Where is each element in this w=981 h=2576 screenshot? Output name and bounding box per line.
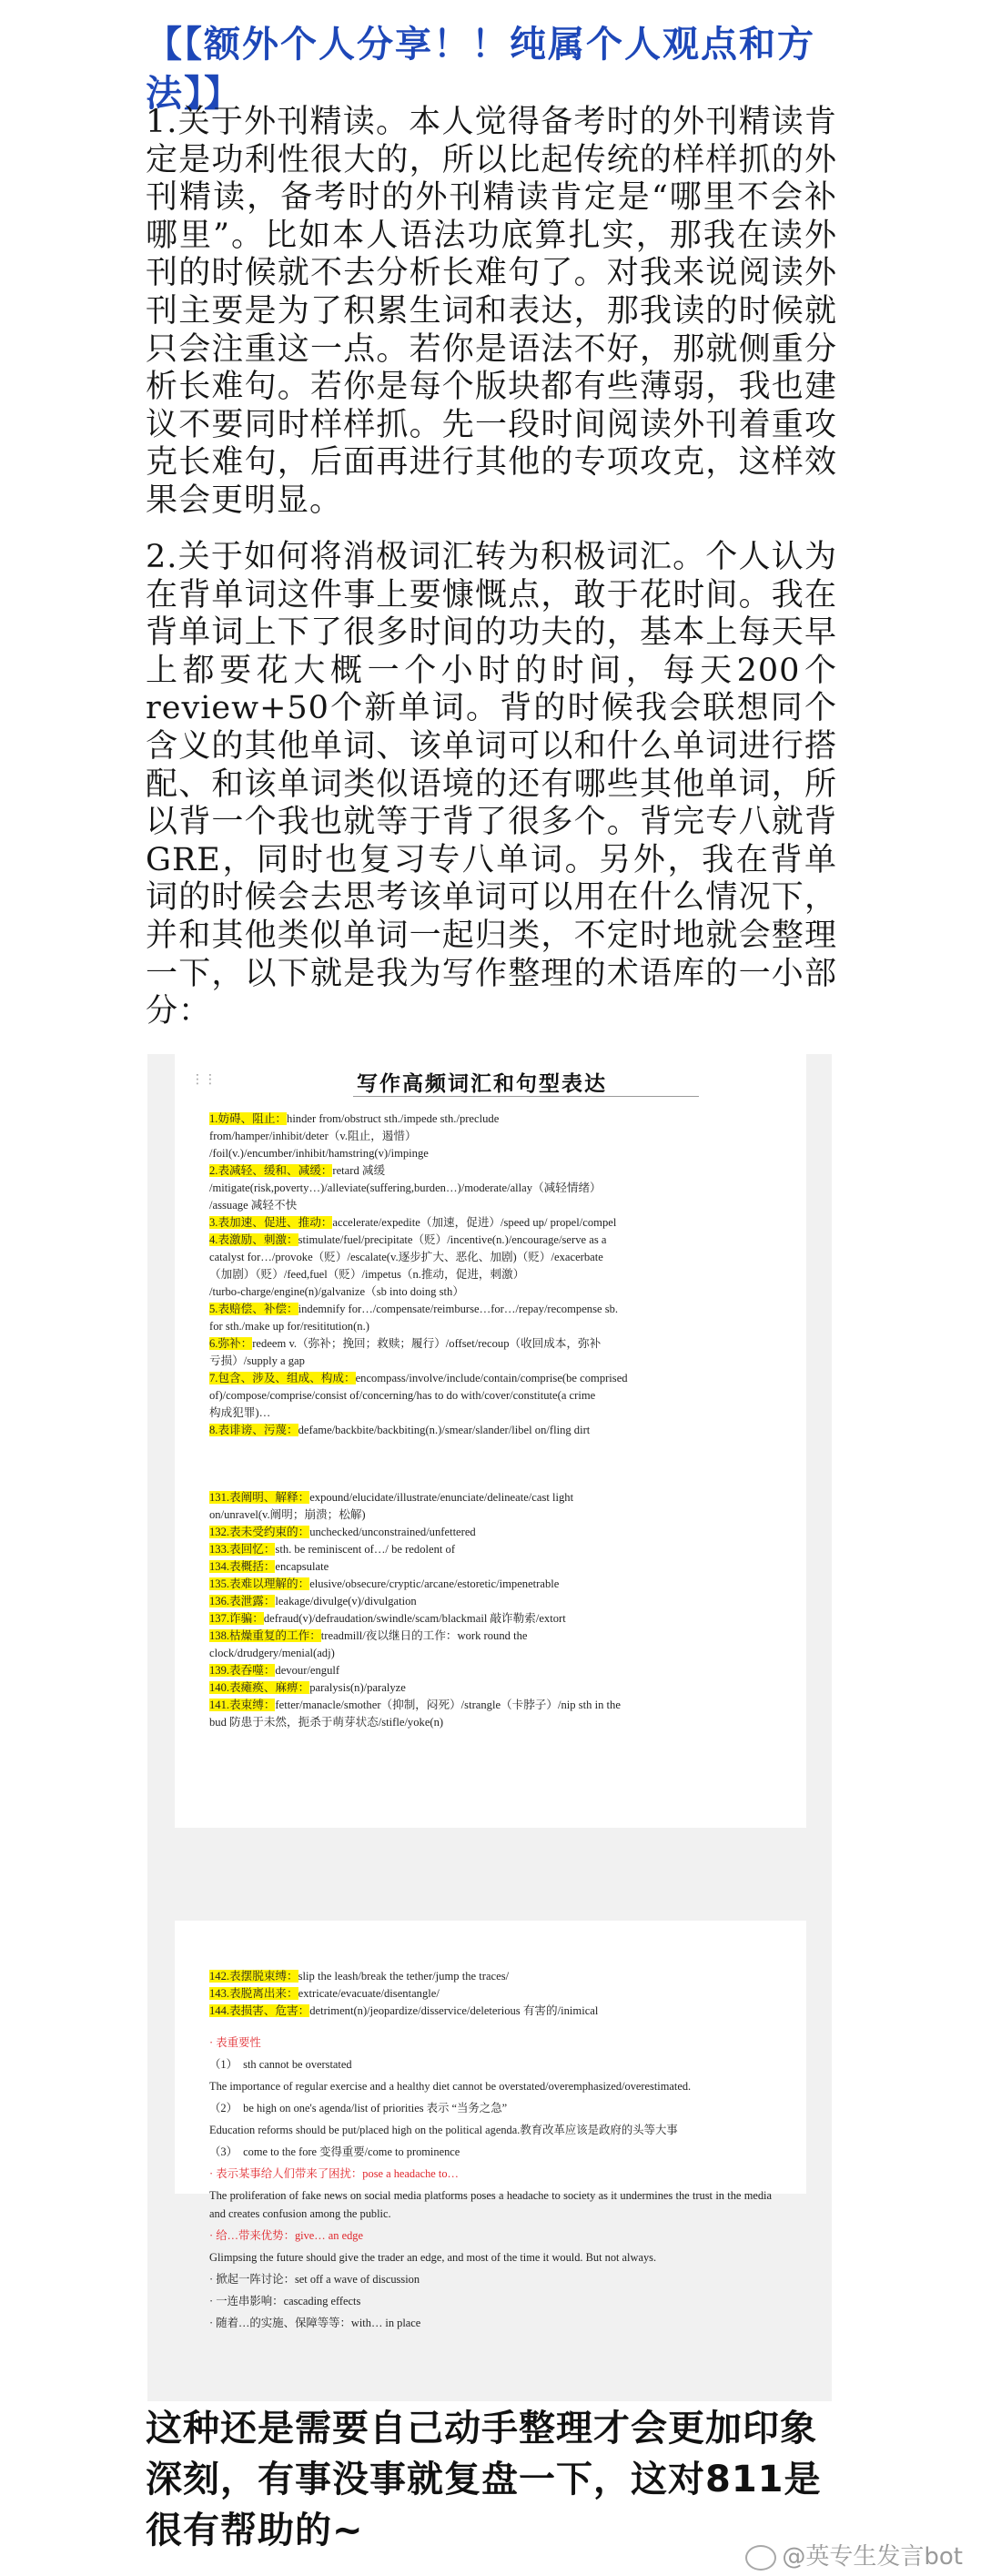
doc-page-1 [175, 1054, 806, 1828]
entry-text: from/hamper/inhibit/deter（v.阻止，遏惜） [209, 1130, 417, 1142]
share-heading: 【【额外个人分享！！纯属个人观点和方法】】 [146, 24, 815, 115]
note-line: The importance of regular exercise and a healthy diet cannot be overstated/overemphasized/overestimated. [209, 2080, 692, 2093]
vocab-entry [209, 1576, 772, 1593]
note-line: · 表示某事给人们带来了困扰：pose a headache to… [209, 2167, 459, 2180]
entry-text: clock/drudgery/menial(adj) [209, 1647, 335, 1659]
entry-text: redeem v.（弥补；挽回；救赎；履行）/offset/recoup（收回成本，弥补 [252, 1337, 602, 1350]
note-line: · 表重要性 [209, 2036, 261, 2049]
closing-remark: 这种还是需要自己动手整理才会更加印象深刻，有事没事就复盘一下，这对811是很有帮助的~ [146, 2408, 822, 2551]
doc-title: 写作高频词汇和句型表达 [357, 1071, 607, 1096]
entry-heading: 144.表损害、危害： [209, 2004, 310, 2017]
entry-heading: 7.包含、涉及、组成、构成： [209, 1372, 356, 1384]
vocab-entry [209, 1283, 772, 1301]
entry-heading: 138.枯燥重复的工作： [209, 1629, 321, 1642]
entry-heading: 6.弥补： [209, 1337, 253, 1350]
entry-text: /mitigate(risk,poverty…)/alleviate(suffering,burden…)/moderate/allay（减轻情绪） [209, 1182, 602, 1194]
doc-page-2 [175, 1921, 806, 2329]
entry-text: （加剧）（贬）/feed,fuel（贬）/impetus（n.推动，促进，刺激） [209, 1268, 525, 1281]
note-line: Education reforms should be put/placed high on the political agenda.教育改革应该是政府的头等大事 [209, 2124, 678, 2136]
vocab-entry [209, 1249, 772, 1266]
entry-heading: 131.表阐明、解释： [209, 1491, 310, 1504]
vocab-entry [209, 1318, 772, 1335]
note-line: · 掀起一阵讨论：set off a wave of discussion [209, 2273, 420, 2286]
vocab-entry [209, 1541, 772, 1558]
vocab-entry [209, 1506, 772, 1524]
watermark-text: @英专生发言bot [782, 2543, 963, 2571]
paragraph-vocabulary: 2.关于如何将消极词汇转为积极词汇。个人认为在背单词这件事上要慷慨点，敢于花时间。我在背单词上下了很多时间的功夫的，基本上每天早上都要花大概一个小时的时间，每天200个review+50个新单词。背的时候我会联想同个含义的其他单词、该单词可以和什么单词进行搭配、和该单词类似语境的还有哪些其他单词，所以背一个我也就等于背了很多个。背完专八就背GRE，同时也复习专八单词。另外，我在背单词的时候会去思考该单词可以用在什么情况下，并和其他类似单词一起归类，不定时地就会整理一下，以下就是我为写作整理的术语库的一小部分： [146, 539, 837, 1030]
weibo-watermark [745, 2538, 963, 2571]
entry-text: accelerate/expedite（加速，促进）/speed up/ propel/compel [332, 1216, 617, 1229]
notes-screenshot [147, 1054, 832, 2401]
entry-text: /assuage 减轻不快 [209, 1199, 298, 1212]
entry-heading: 139.表吞噬： [209, 1664, 276, 1677]
entry-text: stimulate/fuel/precipitate（贬）/incentive(n.)/encourage/serve as a [298, 1233, 607, 1246]
entry-heading: 140.表瘫痪、麻痹： [209, 1681, 310, 1694]
vocab-entry [209, 1558, 772, 1576]
vocab-entry [209, 1335, 772, 1353]
entry-text: sth. be reminiscent of…/ be redolent of [275, 1543, 456, 1556]
vocab-entry [209, 1301, 772, 1318]
entry-text: 构成犯罪)… [209, 1406, 271, 1419]
note-line: · 一连串影响：cascading effects [209, 2295, 361, 2307]
note-line: The proliferation of fake news on social media platforms poses a headache to society as it undermines the trust in the media and creates confusion among the public. [209, 2189, 772, 2220]
entry-text: elusive/obsecure/cryptic/arcane/estoretic/impenetrable [309, 1577, 560, 1590]
entry-text: leakage/divulge(v)/divulgation [275, 1595, 417, 1607]
vocab-entry [209, 1679, 772, 1697]
entry-heading: 8.表诽谤、污蔑： [209, 1424, 298, 1436]
vocab-entry [209, 1162, 772, 1180]
entry-text: treadmill/夜以继日的工作：work round the [320, 1629, 528, 1642]
vocab-entry [209, 1645, 772, 1662]
vocab-entry [209, 1422, 772, 1439]
entry-text: encapsulate [275, 1560, 329, 1573]
vocab-entry [209, 1489, 772, 1506]
vocab-entry [209, 1232, 772, 1249]
entry-text: expound/elucidate/illustrate/enunciate/delineate/cast light [309, 1491, 574, 1504]
entry-heading: 135.表难以理解的： [209, 1577, 310, 1590]
entry-text: for sth./make up for/resititution(n.) [209, 1320, 369, 1333]
vocab-entry [209, 1405, 772, 1422]
paragraph-reading: 1.关于外刊精读。本人觉得备考时的外刊精读肯定是功利性很大的，所以比起传统的样样抓的外刊精读，备考时的外刊精读肯定是“哪里不会补哪里”。比如本人语法功底算扎实，那我在读外刊的时候就不去分析长难句了。对我来说阅读外刊主要是为了积累生词和表达，那我读的时候就只会注重这一点。若你是语法不好，那就侧重分析长难句。若你是每个版块都有些薄弱，我也建议不要同时样样抓。先一段时间阅读外刊着重攻克长难句，后面再进行其他的专项攻克，这样效果会更明显。 [146, 104, 837, 519]
entry-text: of)/compose/comprise/consist of/concerning/has to do with/cover/constitute(a crime [209, 1389, 596, 1402]
entry-heading: 4.表激励、刺激： [209, 1233, 298, 1246]
vocab-entry [209, 1628, 772, 1645]
vocab-entry [209, 1697, 772, 1714]
vocab-entry [209, 1180, 772, 1197]
vocab-list-3 [209, 1968, 772, 2020]
entry-heading: 5.表赔偿、补偿： [209, 1303, 298, 1315]
entry-text: paralysis(n)/paralyze [309, 1681, 406, 1694]
entry-text: bud 防患于未然，扼杀于萌芽状态/stifle/yoke(n) [209, 1716, 444, 1729]
note-line: Glimpsing the future should give the trader an edge, and most of the time it would. But not always. [209, 2251, 657, 2264]
note-line: · 随着…的实施、保障等等：with… in place [209, 2317, 421, 2329]
vocab-entry [209, 1197, 772, 1214]
entry-text: catalyst for…/provoke（贬）/escalate(v.逐步扩大、恶化、加剧)（贬）/exacerbate [209, 1251, 603, 1263]
vocab-entry [209, 1387, 772, 1405]
entry-text: devour/engulf [275, 1664, 340, 1677]
vocab-entry [209, 1214, 772, 1232]
note-line: （3） come to the fore 变得重要/come to prominence [209, 2145, 460, 2158]
title-rule [353, 1096, 699, 1097]
expression-notes [209, 2033, 772, 2336]
vocab-entry [209, 1662, 772, 1679]
entry-heading: 137.诈骗： [209, 1612, 264, 1625]
vocab-entry [209, 1524, 772, 1541]
entry-text: defraud(v)/defraudation/swindle/scam/blackmail 敲诈勒索/extort [263, 1612, 566, 1625]
entry-text: 亏损）/supply a gap [209, 1354, 305, 1367]
entry-heading: 143.表脱离出来： [209, 1987, 298, 2000]
entry-heading: 1.妨碍、阻止： [209, 1112, 288, 1125]
vocab-entry [209, 1985, 772, 2003]
entry-text: on/unravel(v.阐明；崩溃；松解) [209, 1508, 366, 1521]
entry-heading: 142.表摆脱束缚： [209, 1970, 298, 1983]
note-line: （2） be high on one's agenda/list of priorities 表示 “当务之急” [209, 2102, 508, 2115]
note-line: （1） sth cannot be overstated [209, 2058, 352, 2071]
entry-heading: 2.表减轻、缓和、减缓： [209, 1164, 333, 1177]
vocab-list-2 [209, 1489, 772, 1731]
vocab-entry [209, 1145, 772, 1162]
entry-heading: 136.表泄露： [209, 1595, 276, 1607]
vocab-entry [209, 1353, 772, 1370]
vocab-entry [209, 1610, 772, 1628]
entry-text: encompass/involve/include/contain/comprise(be comprised [355, 1372, 628, 1384]
entry-text: unchecked/unconstrained/unfettered [309, 1526, 476, 1538]
vocab-entry [209, 1111, 772, 1128]
entry-heading: 132.表未受约束的： [209, 1526, 310, 1538]
entry-text: detriment(n)/jeopardize/disservice/deleterious 有害的/inimical [309, 2004, 599, 2017]
entry-heading: 133.表回忆： [209, 1543, 276, 1556]
note-line: · 给…带来优势：give… an edge [209, 2229, 363, 2242]
vocab-entry [209, 1128, 772, 1145]
entry-text: fetter/manacle/smother（抑制，闷死）/strangle（卡脖子）/nip sth in the [275, 1699, 621, 1711]
entry-text: /turbo-charge/engine(n)/galvanize（sb into doing sth） [209, 1285, 464, 1298]
vocab-entry [209, 1370, 772, 1387]
entry-text: retard 减缓 [332, 1164, 386, 1177]
entry-heading: 3.表加速、促进、推动： [209, 1216, 333, 1229]
vocab-entry [209, 1714, 772, 1731]
vocab-entry [209, 1593, 772, 1610]
entry-text: defame/backbite/backbiting(n.)/smear/slander/libel on/fling dirt [298, 1424, 591, 1436]
entry-heading: 134.表概括： [209, 1560, 276, 1573]
entry-text: /foil(v.)/encumber/inhibit/hamstring(v)/impinge [209, 1147, 429, 1160]
weibo-icon [745, 2545, 776, 2571]
entry-heading: 141.表束缚： [209, 1699, 276, 1711]
entry-text: extricate/evacuate/disentangle/ [298, 1987, 440, 2000]
vocab-entry [209, 2003, 772, 2020]
entry-text: slip the leash/break the tether/jump the traces/ [298, 1970, 510, 1983]
entry-text: hinder from/obstruct sth./impede sth./preclude [287, 1112, 500, 1125]
vocab-list-1 [209, 1111, 772, 1439]
drag-handle-icon: ⋮⋮ [191, 1072, 217, 1087]
vocab-entry [209, 1968, 772, 1985]
vocab-entry [209, 1266, 772, 1283]
entry-text: indemnify for…/compensate/reimburse…for…/repay/recompense sb. [298, 1303, 619, 1315]
